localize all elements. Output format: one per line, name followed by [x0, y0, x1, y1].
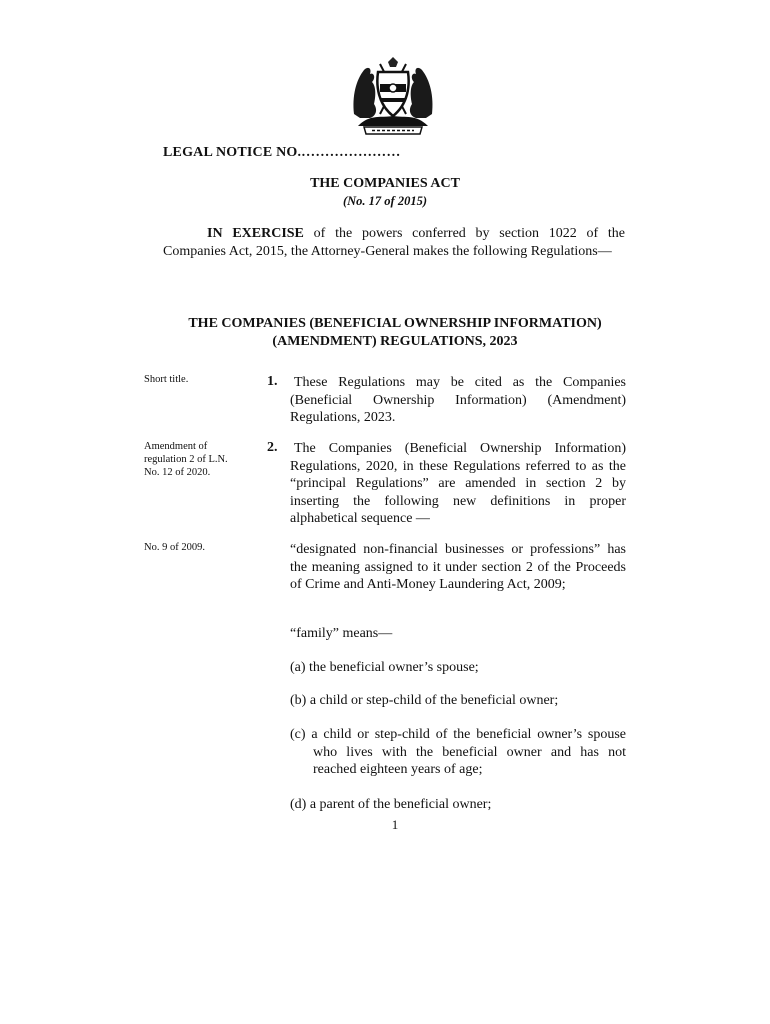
regulations-title-line-1: THE COMPANIES (BENEFICIAL OWNERSHIP INFORMATION): [188, 316, 602, 331]
act-title: THE COMPANIES ACT: [310, 176, 460, 191]
page-number: 1: [391, 817, 399, 832]
family-item-a: (a) the beneficial owner’s spouse;: [290, 660, 479, 675]
coat-of-arms-emblem: [350, 56, 436, 136]
definition-family-intro: “family” means—: [290, 626, 393, 641]
preamble-text: of the powers conferred by section 1022 of the Companies Act, 2015, the Attorney-General makes the following Regulations—: [163, 226, 626, 259]
margin-note-act-reference: No. 9 of 2009.: [144, 542, 205, 553]
family-item-b: (b) a child or step-child of the beneficial owner;: [290, 693, 559, 708]
regulations-title-line-2: (AMENDMENT) REGULATIONS, 2023: [272, 334, 518, 349]
family-item-c: (c) a child or step-child of the beneficial owner’s spouse who lives with the beneficial owner and has not reached eighteen years of age;: [290, 727, 626, 777]
preamble-lead: IN EXERCISE: [207, 226, 304, 241]
section-number-1: 1.: [267, 374, 278, 389]
regulations-title: [150, 315, 640, 351]
section-text-2: The Companies (Beneficial Ownership Information) Regulations, 2020, in these Regulations referred to as the “principal Regulations” are amended in section 2 by inserting the following new definitions in proper alphabetical sequence —: [290, 441, 626, 526]
section-number-2: 2.: [267, 440, 278, 455]
definition-dnfbp: “designated non-financial businesses or professions” has the meaning assigned to it under section 2 of the Proceeds of Crime and Anti-Money Laundering Act, 2009;: [290, 542, 626, 592]
section-text-1: These Regulations may be cited as the Companies (Beneficial Ownership Information) (Amendment) Regulations, 2023.: [290, 375, 626, 425]
act-number: (No. 17 of 2015): [342, 194, 427, 208]
legal-notice-number: LEGAL NOTICE NO.…………………: [163, 145, 401, 160]
preamble: [163, 225, 625, 260]
margin-note-short-title: Short title.: [144, 374, 189, 385]
margin-note-amendment: Amendment of regulation 2 of L.N. No. 12 of 2020.: [144, 441, 228, 478]
family-item-d: (d) a parent of the beneficial owner;: [290, 797, 492, 812]
